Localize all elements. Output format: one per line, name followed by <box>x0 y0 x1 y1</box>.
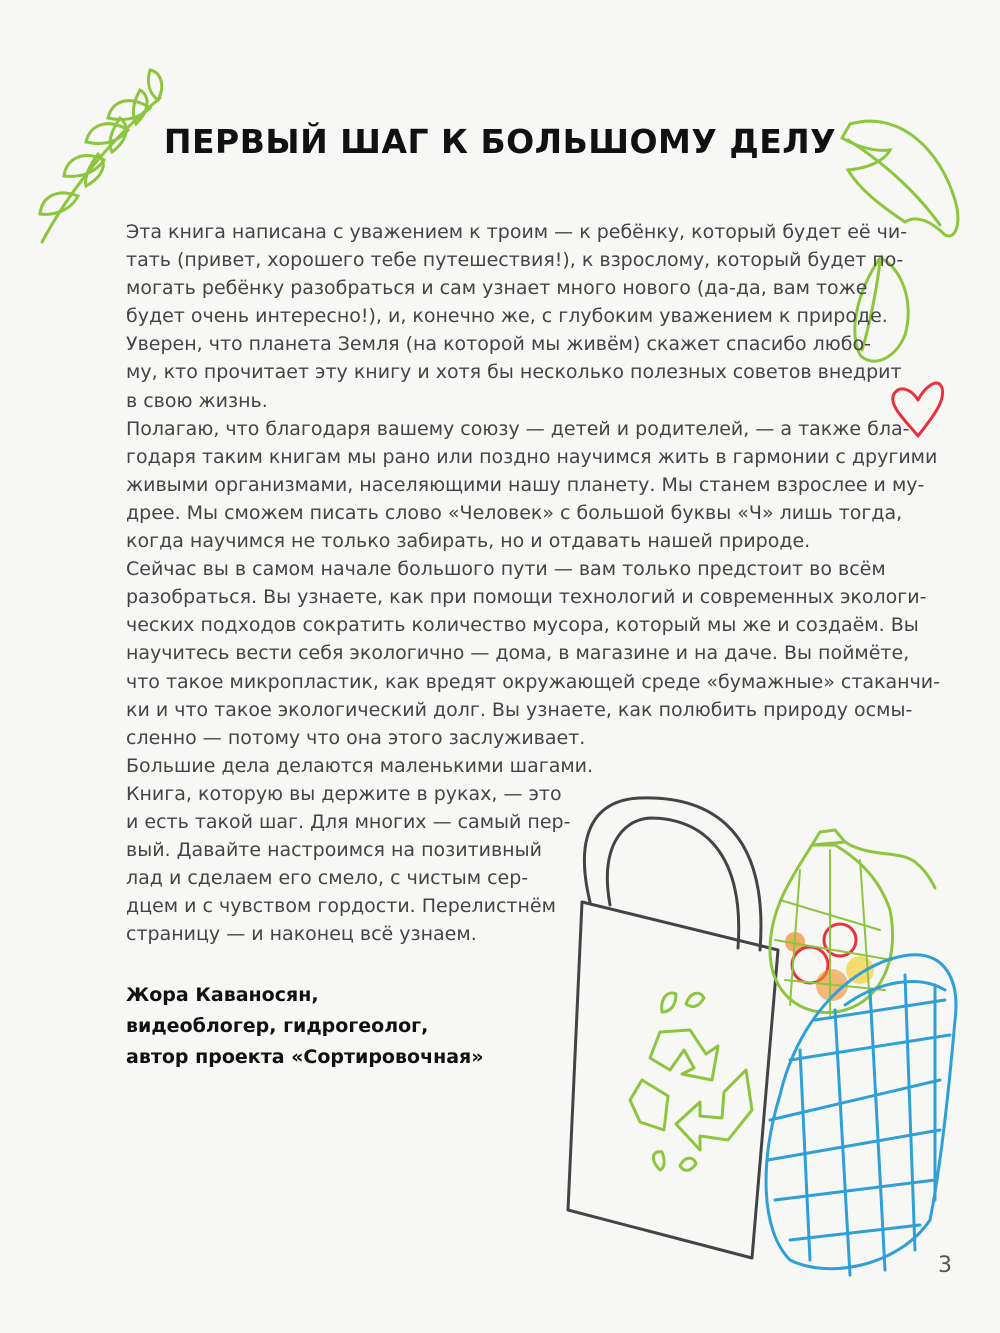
text-line: живыми организмами, населяющими нашу планету. Мы станем взрослее и му- <box>126 473 925 496</box>
text-line: вый. Давайте настроимся на позитивный <box>126 839 542 862</box>
text-line: Эта книга написана с уважением к троим — к ребёнку, который будет её чи- <box>126 221 908 243</box>
signature <box>126 980 484 1073</box>
text-line: будет очень интересно!), и, конечно же, с глубоким уважением к природе. <box>126 305 888 328</box>
text-line: Книга, которую вы держите в руках, — это <box>126 782 562 805</box>
text-line: в свою жизнь. <box>126 389 268 412</box>
text-line: Полагаю, что благодаря вашему союзу — детей и родителей, — а также бла- <box>126 417 910 440</box>
page-number: 3 <box>938 1253 952 1278</box>
text-line: дцем и с чувством гордости. Перелистнём <box>126 895 556 918</box>
recycle-icon <box>630 993 752 1170</box>
text-line: Большие дела делаются маленькими шагами. <box>126 754 594 777</box>
text-line: ческих подходов сократить количество мусора, который мы же и создаём. Вы <box>126 614 919 637</box>
text-line: ки и что такое экологический долг. Вы узнаете, как полюбить природу осмы- <box>126 698 913 721</box>
text-line: му, кто прочитает эту книгу и хотя бы несколько полезных советов внедрит <box>126 361 902 384</box>
text-line: Сейчас вы в самом начале большого пути — вам только предстоит во всём <box>126 558 886 581</box>
text-line: годаря таким книгам мы рано или поздно научимся жить в гармонии с другими <box>126 445 938 468</box>
text-line: разобраться. Вы узнаете, как при помощи технологий и современных экологи- <box>126 586 927 609</box>
text-line: что такое микропластик, как вредят окружающей среде «бумажные» стаканчи- <box>126 670 941 693</box>
text-line: и есть такой шаг. Для многих — самый пер- <box>126 810 571 833</box>
text-line: научитесь вести себя экологично — дома, в магазине и на даче. Вы поймёте, <box>126 642 910 665</box>
author-name: Жора Каваносян, <box>126 984 319 1006</box>
text-line: когда научимся не только забирать, но и отдавать нашей природе. <box>126 530 811 553</box>
text-line: дрее. Мы сможем писать слово «Человек» с большой буквы «Ч» лишь тогда, <box>126 501 903 524</box>
text-line: могать ребёнку разобраться и сам узнает много нового (да-да, вам тоже <box>126 277 868 300</box>
page-title: ПЕРВЫЙ ШАГ К БОЛЬШОМУ ДЕЛУ <box>163 122 837 161</box>
author-role: видеоблогер, гидрогеолог, <box>126 1015 429 1037</box>
text-line: сленно — потому что она этого заслуживает. <box>126 726 586 749</box>
body-text <box>126 218 940 948</box>
text-line: страницу — и наконец всё узнаем. <box>126 923 477 946</box>
text-line: лад и сделаем его смело, с чистым сер- <box>126 867 529 890</box>
author-project: автор проекта «Сортировочная» <box>126 1046 484 1068</box>
text-line: тать (привет, хорошего тебе путешествия!), к взрослому, который будет по- <box>126 249 904 272</box>
text-line: Уверен, что планета Земля (на которой мы живём) скажет спасибо любо- <box>126 333 871 356</box>
